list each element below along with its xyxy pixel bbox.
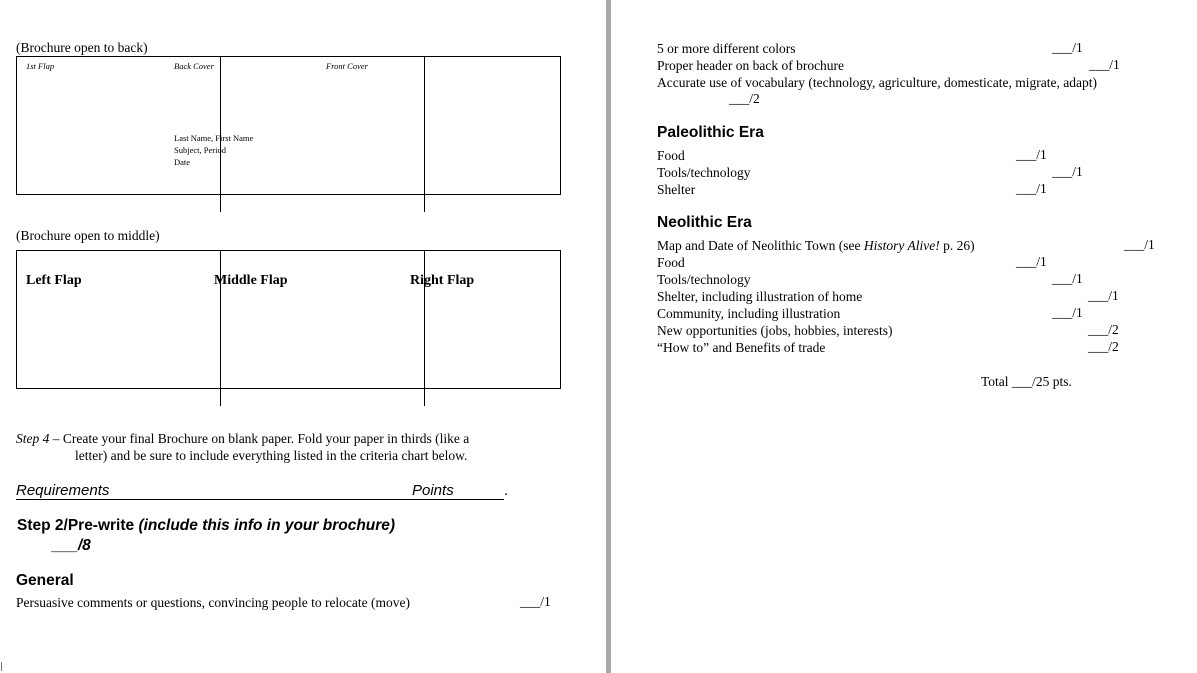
paleolithic-heading: Paleolithic Era bbox=[657, 124, 764, 141]
neo-item: Community, including illustration bbox=[657, 306, 841, 321]
step4-label: Step 4 bbox=[16, 431, 50, 446]
general-item-score: ___/1 bbox=[520, 594, 551, 609]
name-line: Last Name, First Name bbox=[174, 133, 254, 143]
item-score: ___/2 bbox=[1088, 339, 1119, 354]
general-item: Proper header on back of brochure bbox=[657, 58, 845, 73]
neo-item: Food bbox=[657, 255, 685, 270]
map-text-pre: Map and Date of Neolithic Town (see bbox=[657, 238, 864, 253]
paleo-item: Food bbox=[657, 148, 685, 163]
map-text-italic: History Alive! bbox=[863, 238, 940, 253]
item-score: ___/1 bbox=[1088, 288, 1119, 303]
front-cover-label: Front Cover bbox=[326, 61, 368, 71]
item-score: ___/1 bbox=[1016, 181, 1047, 196]
item-score: ___/1 bbox=[1052, 164, 1083, 179]
step2-heading bbox=[17, 517, 395, 535]
step2-score: ___/8 bbox=[52, 537, 91, 554]
general-heading: General bbox=[16, 572, 74, 589]
neo-map-item bbox=[657, 237, 975, 254]
requirements-header bbox=[16, 482, 504, 500]
total-score: Total ___/25 pts. bbox=[981, 374, 1072, 389]
first-flap-label: 1st Flap bbox=[26, 61, 55, 71]
item-score: ___/1 bbox=[1016, 147, 1047, 162]
item-score: ___/1 bbox=[1089, 57, 1120, 72]
paleo-item: Tools/technology bbox=[657, 165, 751, 180]
right-flap-label: Right Flap bbox=[410, 273, 475, 288]
item-score: ___/2 bbox=[729, 91, 760, 106]
brochure-back-box bbox=[16, 56, 561, 195]
middle-flap-label: Middle Flap bbox=[214, 273, 288, 288]
brochure-middle-box bbox=[16, 250, 561, 389]
item-score: ___/1 bbox=[1016, 254, 1047, 269]
step4-line1 bbox=[16, 430, 469, 447]
page-divider bbox=[606, 0, 611, 673]
left-flap-label: Left Flap bbox=[26, 273, 82, 288]
header-dot: . bbox=[504, 482, 509, 499]
item-score: ___/1 bbox=[1052, 305, 1083, 320]
general-item: 5 or more different colors bbox=[657, 41, 796, 56]
back-caption: (Brochure open to back) bbox=[16, 40, 148, 55]
points-label: Points bbox=[412, 482, 454, 499]
general-item: Persuasive comments or questions, convincing people to relocate (move) bbox=[16, 595, 411, 610]
neo-item: New opportunities (jobs, hobbies, interests) bbox=[657, 323, 893, 338]
map-text-post: p. 26) bbox=[939, 238, 975, 253]
step4-line2: letter) and be sure to include everything listed in the criteria chart below. bbox=[75, 448, 468, 463]
neo-item: Shelter, including illustration of home bbox=[657, 289, 863, 304]
step2-title: Step 2/Pre-write bbox=[17, 517, 139, 534]
step2-title-italic: (include this info in your brochure) bbox=[138, 517, 396, 534]
middle-caption: (Brochure open to middle) bbox=[16, 228, 160, 243]
text-cursor bbox=[1, 662, 2, 671]
step4-text: – Create your final Brochure on blank paper. Fold your paper in thirds (like a bbox=[49, 431, 470, 446]
neolithic-heading: Neolithic Era bbox=[657, 214, 752, 231]
back-cover-label: Back Cover bbox=[174, 61, 214, 71]
general-item: Accurate use of vocabulary (technology, agriculture, domesticate, migrate, adapt) bbox=[657, 75, 1097, 90]
date-line: Date bbox=[174, 157, 191, 167]
item-score: ___/1 bbox=[1052, 271, 1083, 286]
item-score: ___/1 bbox=[1052, 40, 1083, 55]
fold-line bbox=[424, 56, 425, 212]
paleo-item: Shelter bbox=[657, 182, 696, 197]
item-score: ___/2 bbox=[1088, 322, 1119, 337]
requirements-label: Requirements bbox=[16, 482, 110, 499]
item-score: ___/1 bbox=[1124, 237, 1155, 252]
neo-item: Tools/technology bbox=[657, 272, 751, 287]
neo-item: “How to” and Benefits of trade bbox=[657, 340, 826, 355]
subject-line: Subject, Period bbox=[174, 145, 226, 155]
